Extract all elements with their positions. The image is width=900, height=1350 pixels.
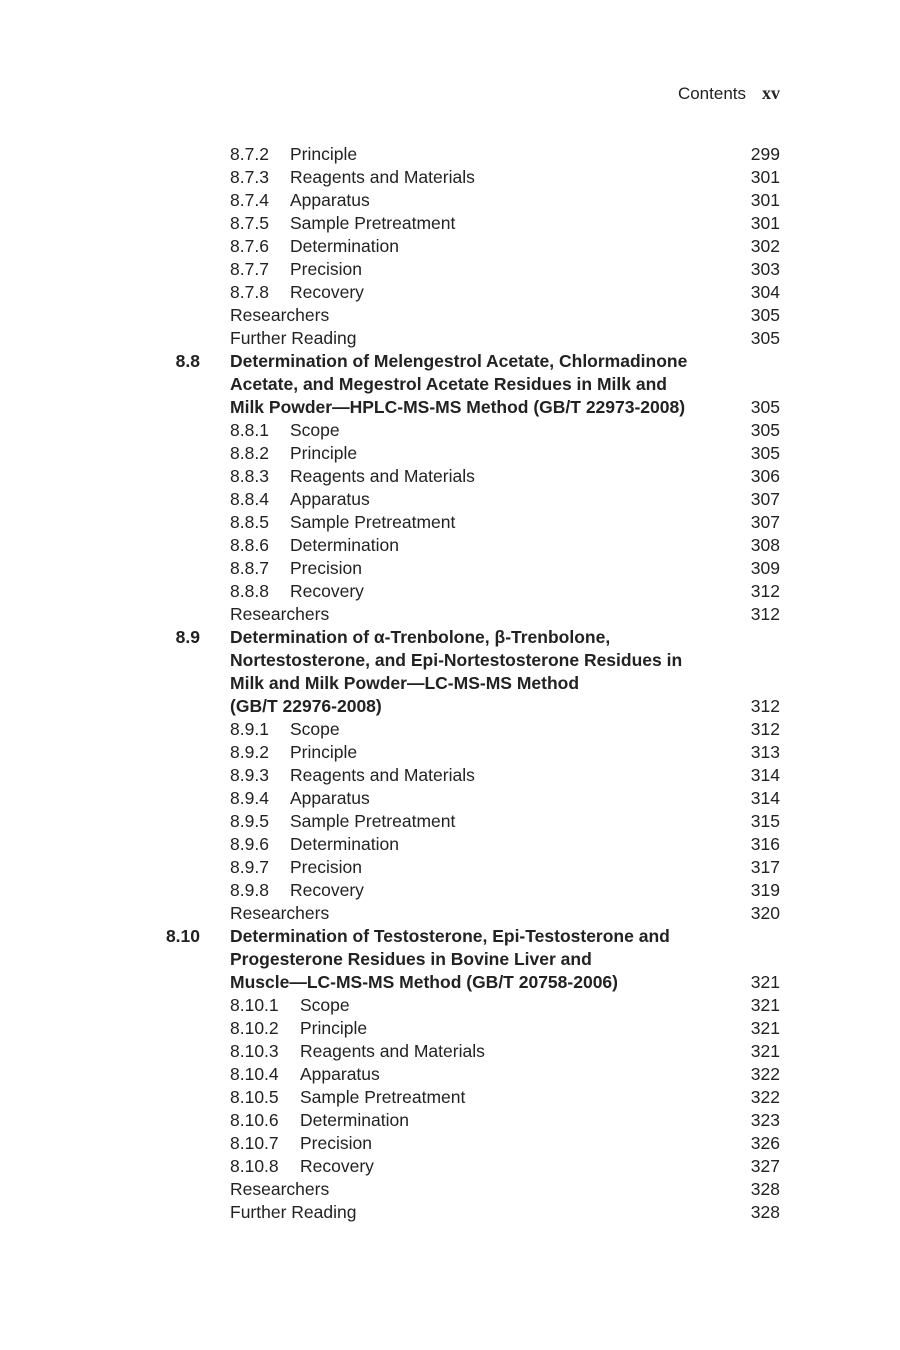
subsection-number: 8.8.1 <box>230 420 269 440</box>
toc-subsection[interactable] <box>0 511 900 534</box>
page-number: 323 <box>750 1110 780 1130</box>
page-number: 321 <box>750 995 780 1015</box>
subsection-title: Recovery <box>290 581 364 601</box>
toc-entry[interactable] <box>0 327 900 350</box>
page-number: 328 <box>750 1202 780 1222</box>
page-number: 321 <box>750 1018 780 1038</box>
subsection-title: Sample Pretreatment <box>290 512 456 532</box>
toc-subsection[interactable] <box>0 833 900 856</box>
toc-entry[interactable] <box>0 603 900 626</box>
subsection-title: Determination <box>290 236 399 256</box>
subsection-number: 8.10.4 <box>230 1064 279 1084</box>
toc-entry[interactable] <box>0 902 900 925</box>
page-number: 305 <box>750 328 780 348</box>
page-number: 299 <box>750 144 780 164</box>
entry-title: Researchers <box>230 604 330 624</box>
page-number: 305 <box>750 397 780 417</box>
toc-subsection[interactable] <box>0 879 900 902</box>
section-title-line: Acetate, and Megestrol Acetate Residues in Milk and <box>230 374 667 394</box>
page-number: 313 <box>750 742 780 762</box>
toc-subsection[interactable] <box>0 212 900 235</box>
subsection-title: Scope <box>290 420 340 440</box>
section-number: 8.8 <box>175 351 200 371</box>
page-number: 306 <box>750 466 780 486</box>
toc-entry[interactable] <box>0 1201 900 1224</box>
subsection-number: 8.8.7 <box>230 558 269 578</box>
entry-title: Further Reading <box>230 1202 357 1222</box>
entry-title: Researchers <box>230 903 330 923</box>
subsection-number: 8.8.8 <box>230 581 269 601</box>
toc-subsection[interactable] <box>0 1086 900 1109</box>
section-number: 8.9 <box>175 627 200 647</box>
page-number: 301 <box>750 167 780 187</box>
subsection-number: 8.8.5 <box>230 512 269 532</box>
subsection-title: Sample Pretreatment <box>300 1087 466 1107</box>
section-title-line: Progesterone Residues in Bovine Liver and <box>230 949 592 969</box>
subsection-title: Principle <box>300 1018 368 1038</box>
subsection-title: Scope <box>290 719 340 739</box>
subsection-title: Apparatus <box>290 788 370 808</box>
page-number: 317 <box>750 857 780 877</box>
toc-subsection[interactable] <box>0 235 900 258</box>
subsection-number: 8.9.5 <box>230 811 269 831</box>
entry-title: Further Reading <box>230 328 357 348</box>
page-number: 302 <box>750 236 780 256</box>
toc-subsection[interactable] <box>0 258 900 281</box>
subsection-title: Precision <box>290 857 362 877</box>
page-number: 316 <box>750 834 780 854</box>
header-label: Contents <box>677 84 746 103</box>
page-number: 320 <box>750 903 780 923</box>
page-number: 322 <box>750 1064 780 1084</box>
toc-subsection[interactable] <box>0 741 900 764</box>
subsection-number: 8.10.2 <box>230 1018 279 1038</box>
subsection-number: 8.10.7 <box>230 1133 279 1153</box>
section-title-line: Nortestosterone, and Epi-Nortestosterone Residues in <box>230 650 683 670</box>
subsection-title: Sample Pretreatment <box>290 811 456 831</box>
subsection-title: Principle <box>290 144 358 164</box>
subsection-number: 8.10.8 <box>230 1156 279 1176</box>
page-number: 312 <box>750 696 780 716</box>
toc-section-line <box>0 350 900 373</box>
page-number: 319 <box>750 880 780 900</box>
subsection-title: Determination <box>300 1110 409 1130</box>
section-title-line: Determination of Melengestrol Acetate, Chlormadinone <box>230 351 688 371</box>
subsection-number: 8.8.4 <box>230 489 269 509</box>
toc-section-line <box>0 971 900 994</box>
page-number: 312 <box>750 581 780 601</box>
toc-subsection[interactable] <box>0 1155 900 1178</box>
subsection-title: Principle <box>290 742 358 762</box>
subsection-title: Precision <box>300 1133 372 1153</box>
subsection-number: 8.9.7 <box>230 857 269 877</box>
subsection-number: 8.8.3 <box>230 466 269 486</box>
toc-subsection[interactable] <box>0 580 900 603</box>
toc-subsection[interactable] <box>0 1063 900 1086</box>
page-number: 326 <box>750 1133 780 1153</box>
page-number: 312 <box>750 719 780 739</box>
subsection-number: 8.7.7 <box>230 259 269 279</box>
toc-subsection[interactable] <box>0 281 900 304</box>
page-number: 312 <box>750 604 780 624</box>
subsection-title: Reagents and Materials <box>290 167 475 187</box>
page-number: 305 <box>750 305 780 325</box>
subsection-number: 8.7.5 <box>230 213 269 233</box>
subsection-title: Precision <box>290 259 362 279</box>
toc-section-line <box>0 695 900 718</box>
toc-section-line <box>0 649 900 672</box>
toc-subsection[interactable] <box>0 718 900 741</box>
subsection-number: 8.7.4 <box>230 190 269 210</box>
toc-subsection[interactable] <box>0 465 900 488</box>
toc-subsection[interactable] <box>0 994 900 1017</box>
subsection-title: Reagents and Materials <box>290 466 475 486</box>
table-of-contents <box>0 143 900 1224</box>
page-number: 315 <box>750 811 780 831</box>
toc-section-line <box>0 925 900 948</box>
toc-subsection[interactable] <box>0 1017 900 1040</box>
subsection-number: 8.7.3 <box>230 167 269 187</box>
toc-subsection[interactable] <box>0 557 900 580</box>
toc-subsection[interactable] <box>0 419 900 442</box>
subsection-number: 8.7.2 <box>230 144 269 164</box>
header-page-number: xv <box>762 83 780 103</box>
toc-section-line <box>0 396 900 419</box>
page-number: 322 <box>750 1087 780 1107</box>
toc-entry[interactable] <box>0 1178 900 1201</box>
toc-subsection[interactable] <box>0 143 900 166</box>
entry-title: Researchers <box>230 1179 330 1199</box>
page-number: 303 <box>750 259 780 279</box>
toc-subsection[interactable] <box>0 442 900 465</box>
section-title-line: Muscle—LC-MS-MS Method (GB/T 20758-2006) <box>230 972 618 992</box>
subsection-number: 8.8.6 <box>230 535 269 555</box>
subsection-title: Apparatus <box>290 190 370 210</box>
subsection-number: 8.10.5 <box>230 1087 279 1107</box>
subsection-title: Recovery <box>290 880 364 900</box>
subsection-title: Recovery <box>300 1156 374 1176</box>
subsection-title: Apparatus <box>290 489 370 509</box>
subsection-title: Reagents and Materials <box>300 1041 485 1061</box>
toc-subsection[interactable] <box>0 764 900 787</box>
toc-subsection[interactable] <box>0 534 900 557</box>
page-number: 305 <box>750 443 780 463</box>
subsection-number: 8.10.6 <box>230 1110 279 1130</box>
subsection-number: 8.9.8 <box>230 880 269 900</box>
subsection-title: Principle <box>290 443 358 463</box>
toc-section-line <box>0 626 900 649</box>
section-title-line: Milk and Milk Powder—LC-MS-MS Method <box>230 673 580 693</box>
entry-title: Researchers <box>230 305 330 325</box>
toc-section-line <box>0 948 900 971</box>
subsection-number: 8.7.6 <box>230 236 269 256</box>
page-number: 321 <box>750 972 780 992</box>
toc-subsection[interactable] <box>0 810 900 833</box>
subsection-number: 8.8.2 <box>230 443 269 463</box>
page-number: 314 <box>750 765 780 785</box>
section-title-line: (GB/T 22976-2008) <box>230 696 382 716</box>
subsection-title: Recovery <box>290 282 364 302</box>
page-number: 321 <box>750 1041 780 1061</box>
section-title-line: Milk Powder—HPLC-MS-MS Method (GB/T 22973-2008) <box>230 397 686 417</box>
page-number: 301 <box>750 213 780 233</box>
toc-section-line <box>0 373 900 396</box>
subsection-title: Scope <box>300 995 350 1015</box>
running-header <box>678 83 780 104</box>
toc-subsection[interactable] <box>0 1109 900 1132</box>
subsection-title: Determination <box>290 535 399 555</box>
page-number: 304 <box>750 282 780 302</box>
section-title-line: Determination of Testosterone, Epi-Testosterone and <box>230 926 670 946</box>
section-number: 8.10 <box>165 926 200 946</box>
subsection-number: 8.9.2 <box>230 742 269 762</box>
page-number: 307 <box>750 512 780 532</box>
subsection-number: 8.9.6 <box>230 834 269 854</box>
page-number: 305 <box>750 420 780 440</box>
page-number: 301 <box>750 190 780 210</box>
page-number: 308 <box>750 535 780 555</box>
toc-subsection[interactable] <box>0 1040 900 1063</box>
page-number: 328 <box>750 1179 780 1199</box>
toc-subsection[interactable] <box>0 189 900 212</box>
subsection-title: Precision <box>290 558 362 578</box>
toc-subsection[interactable] <box>0 1132 900 1155</box>
page-number: 327 <box>750 1156 780 1176</box>
toc-subsection[interactable] <box>0 856 900 879</box>
subsection-number: 8.9.3 <box>230 765 269 785</box>
toc-subsection[interactable] <box>0 166 900 189</box>
page-number: 307 <box>750 489 780 509</box>
page-number: 314 <box>750 788 780 808</box>
subsection-title: Sample Pretreatment <box>290 213 456 233</box>
subsection-title: Apparatus <box>300 1064 380 1084</box>
subsection-number: 8.10.3 <box>230 1041 279 1061</box>
subsection-number: 8.10.1 <box>230 995 279 1015</box>
subsection-number: 8.9.4 <box>230 788 269 808</box>
subsection-title: Reagents and Materials <box>290 765 475 785</box>
toc-subsection[interactable] <box>0 787 900 810</box>
page-number: 309 <box>750 558 780 578</box>
section-title-line: Determination of α-Trenbolone, β-Trenbolone, <box>230 627 611 647</box>
subsection-number: 8.7.8 <box>230 282 269 302</box>
subsection-number: 8.9.1 <box>230 719 269 739</box>
toc-subsection[interactable] <box>0 488 900 511</box>
subsection-title: Determination <box>290 834 399 854</box>
toc-entry[interactable] <box>0 304 900 327</box>
toc-section-line <box>0 672 900 695</box>
